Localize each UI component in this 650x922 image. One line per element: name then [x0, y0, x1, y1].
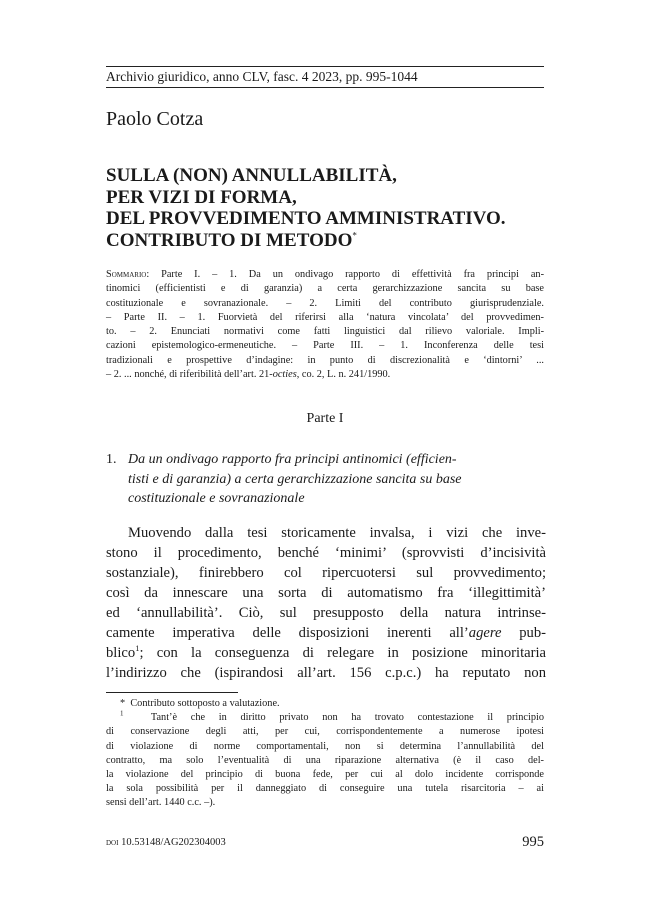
summary-label: Sommario:: [106, 269, 150, 280]
body-line: l’indirizzo che (ispirandosi all’art. 156 c.p.c.) ha reputato non: [106, 665, 546, 681]
doi-label: doi: [106, 837, 119, 848]
author-name: Paolo Cotza: [106, 108, 204, 130]
article-title: [106, 165, 546, 251]
footnote-1-line: di conservazione degli atti, per cui, corrispondentemente a numerose ipotesi: [106, 726, 544, 738]
section-title-line: Da un ondivago rapporto fra principi antinomici (efficien-: [128, 452, 457, 467]
footnote-1-mark: 1: [120, 709, 124, 718]
footnote-ref-1[interactable]: 1: [135, 643, 140, 654]
body-line: così da innescare una sorta di automatismo fra ‘illegittimità’: [106, 585, 546, 601]
doi: [106, 837, 226, 848]
doi-value[interactable]: 10.53148/AG202304003: [118, 837, 226, 848]
footnote-1-line: di violazione di norme comportamentali, non si determina l’annullabilità del: [106, 740, 544, 752]
body-line: Muovendo dalla tesi storicamente invalsa, i vizi che inve-: [128, 525, 546, 541]
body-paragraph: [106, 523, 546, 683]
body-line: sostanziale), finirebbero col ripercuotersi sul provvedimento;: [106, 565, 546, 581]
summary: [106, 268, 544, 382]
summary-line: Sommario: Parte I. – 1. Da un ondivago rapporto di effettività fra principi an-: [106, 269, 544, 280]
section-number: 1.: [106, 452, 117, 467]
footnote-star-mark: *: [120, 698, 126, 709]
footnote-1-line: sensi dell’art. 1440 c.c. –).: [106, 797, 216, 809]
summary-line: – Parte II. – 1. Fuorvietà del riferirsi alla ‘natura vincolata’ del provvedimen-: [106, 311, 544, 323]
summary-line: tradizionali e prospettive d’indagine: in punto di discrezionalità e ‘dintorni’ ...: [106, 354, 544, 366]
section-title-line: costituzionale e sovranazionale: [128, 491, 305, 506]
body-line: camente imperativa delle disposizioni inerenti all’agere pub-: [106, 625, 546, 641]
title-line: [106, 230, 546, 252]
title-line: PER VIZI DI FORMA,: [106, 186, 297, 208]
title-line-text: CONTRIBUTO DI METODO: [106, 229, 353, 251]
body-line: stono il procedimento, benché ‘minimi’ (sprovvisti d’incisività: [106, 545, 546, 561]
title-line: SULLA (NON) ANNULLABILITÀ,: [106, 165, 397, 186]
section-title-line: tisti e di garanzia) a certa gerarchizzazione sancita su base: [128, 471, 462, 487]
footnote-1: $^1$ Tant’è che in diritto privato non ha trovato contestazione il principio: [120, 709, 544, 724]
journal-citation: Archivio giuridico, anno CLV, fasc. 4 2023, pp. 995-1044: [106, 69, 418, 84]
footnote-1-line: la violazione del principio di buona fede, per cui al dolo incidente corrisponde: [106, 769, 544, 781]
body-line: blico$^1$; con la conseguenza di relegare in posizione minoritaria: [106, 643, 546, 661]
body-line: ed ‘annullabilità’. Ciò, sul presupposto della natura intrinse-: [106, 605, 546, 621]
footnote-star: * Contributo sottoposto a valutazione.: [120, 698, 280, 709]
page-number: 995: [522, 834, 544, 850]
title-line: DEL PROVVEDIMENTO AMMINISTRATIVO.: [106, 208, 506, 229]
summary-line: tinomici (efficientisti e di garanzia) a certa gerarchizzazione sancita su base: [106, 283, 544, 295]
journal-header: [106, 66, 544, 88]
summary-line: – 2. ... nonché, di riferibilità dell’art. 21-octies, co. 2, L. n. 241/1990.: [106, 369, 391, 381]
title-footnote-mark[interactable]: *: [352, 230, 357, 241]
footnotes: [106, 697, 544, 811]
summary-line: costituzionale e sovranazionale. – 2. Limiti del contributo giurisprudenziale.: [106, 297, 544, 309]
summary-line: to. – 2. Enunciati normativi come fatti linguistici dal rilievo valoriale. Impli-: [106, 326, 544, 338]
summary-line: cazioni epistemologico-ermeneutiche. – Parte III. – 1. Inconferenza delle tesi: [106, 340, 544, 352]
footnote-1-line: la sola possibilità per il danneggiato di conseguire una tutela risarcitoria – ai: [106, 783, 544, 795]
part-heading: Parte I: [306, 411, 344, 426]
footnote-1-line: contratto, ma solo l’eventualità di una riparazione alternativa (è il caso del-: [106, 754, 544, 766]
section-title: [128, 450, 546, 509]
footnote-divider: [106, 692, 238, 693]
